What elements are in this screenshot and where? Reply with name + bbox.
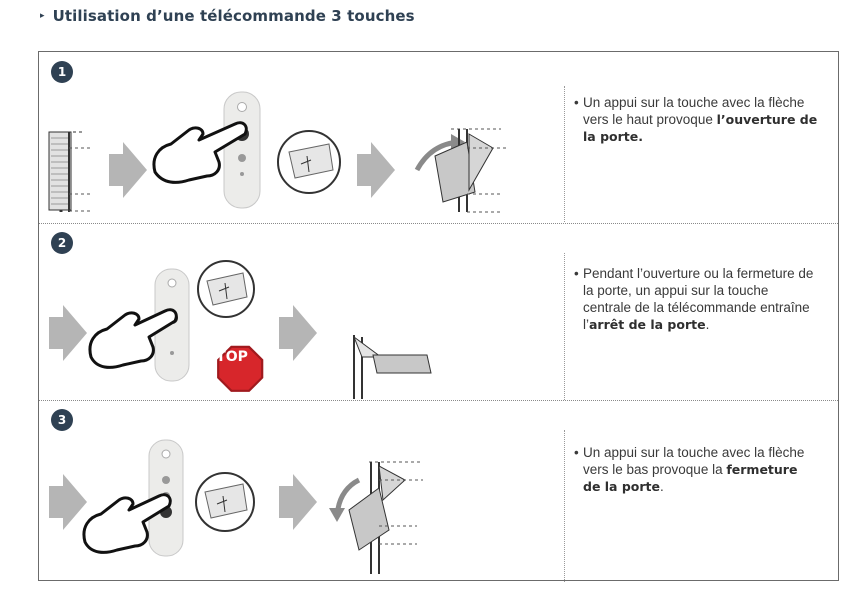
stop-sign-icon — [206, 347, 262, 391]
bullet-marker: • — [574, 445, 579, 460]
step-text: Pendant l’ouverture ou la fermeture de la porte, un appui sur la touche centrale de la télécommande entraîne l’ — [583, 266, 814, 332]
arrow-right-icon — [49, 305, 87, 361]
step-text-bold: l’ouverture de la porte. — [583, 112, 818, 144]
step-text-bold: fermeture de la porte — [583, 462, 798, 494]
step-row-2 — [39, 223, 838, 400]
step-text-end: . — [705, 317, 710, 332]
step-2-description — [574, 265, 819, 333]
step-text: Un appui sur la touche avec la flèche vers le bas provoque la — [583, 445, 805, 477]
signal-lens-icon — [196, 473, 254, 531]
arrow-right-icon — [279, 305, 317, 361]
instructions-panel — [38, 51, 839, 581]
step-number-badge: 1 — [51, 61, 73, 83]
remote-control-icon — [224, 92, 260, 208]
step-1-illustration — [39, 52, 564, 223]
step-number-badge: 3 — [51, 409, 73, 431]
opening-door-icon — [435, 129, 509, 212]
section-heading — [40, 5, 415, 27]
bullet-marker: • — [574, 95, 579, 110]
column-divider — [564, 86, 565, 222]
column-divider — [564, 253, 565, 400]
column-divider — [564, 430, 565, 582]
caret-right-icon: ▸ — [40, 11, 45, 21]
arrow-right-icon — [279, 474, 317, 530]
closed-door-icon — [49, 132, 91, 212]
step-3-description — [574, 444, 819, 495]
section-title: Utilisation d’une télécommande 3 touches — [52, 7, 415, 25]
step-row-1 — [39, 52, 838, 223]
signal-lens-icon — [198, 261, 254, 317]
step-number-badge: 2 — [51, 232, 73, 254]
stop-sign-label: STOP — [206, 349, 248, 365]
arrow-right-icon — [357, 142, 395, 198]
step-text: Un appui sur la touche avec la flèche vers le haut provoque — [583, 95, 805, 127]
step-3-illustration — [39, 400, 564, 582]
bullet-marker: • — [574, 266, 579, 281]
arrow-right-icon — [49, 474, 87, 530]
signal-lens-icon — [278, 131, 340, 193]
step-text-bold: arrêt de la porte — [589, 317, 706, 332]
arrow-right-icon — [109, 142, 147, 198]
step-text-end: . — [660, 479, 664, 494]
closing-door-icon — [349, 462, 423, 574]
step-row-3 — [39, 400, 838, 582]
step-2-illustration — [39, 223, 564, 400]
stopped-door-icon — [354, 335, 431, 400]
step-1-description — [574, 94, 819, 145]
